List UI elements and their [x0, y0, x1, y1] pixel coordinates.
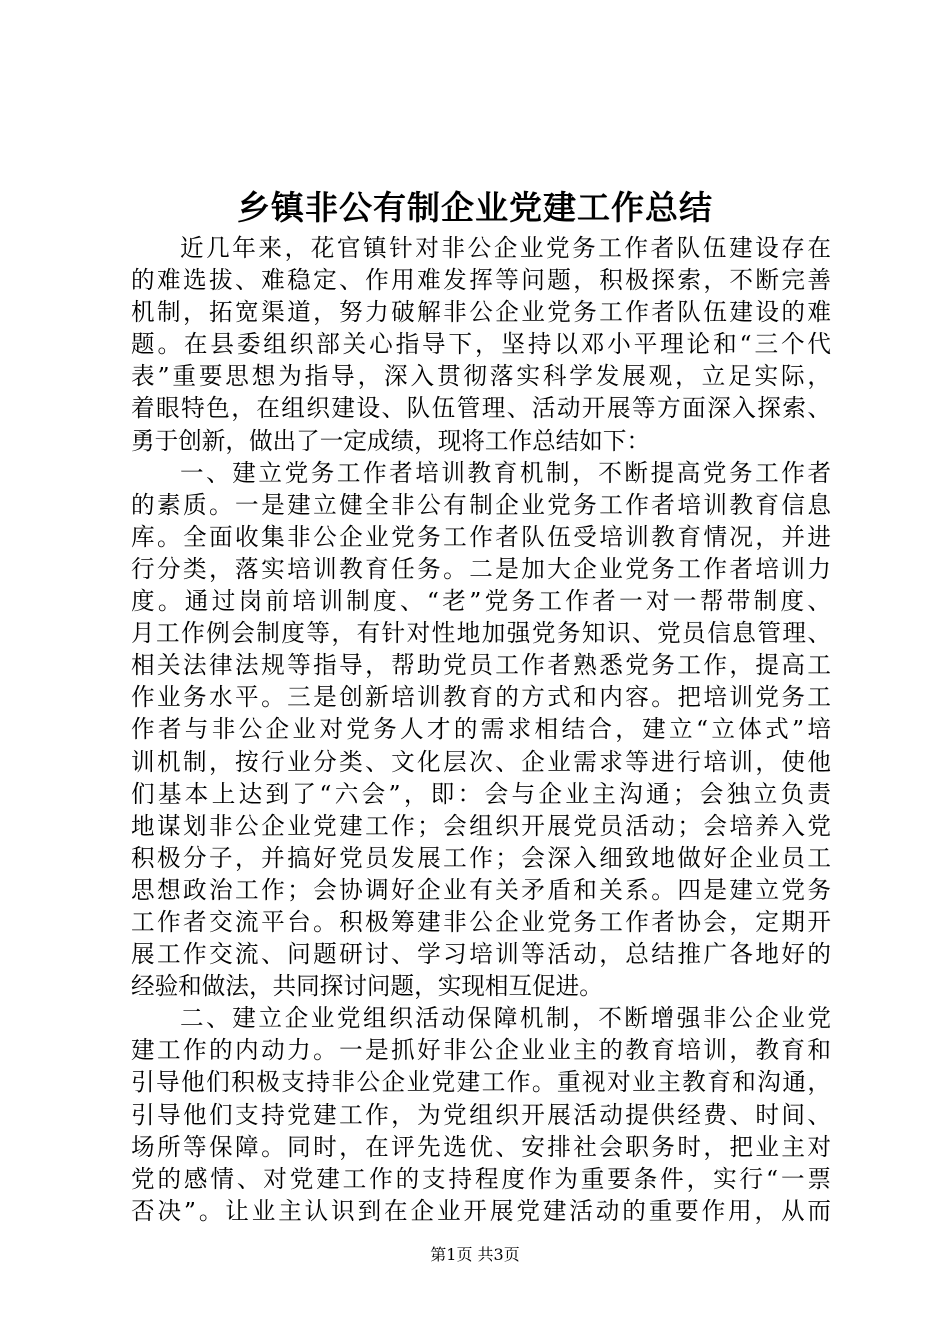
document-title: 乡镇非公有制企业党建工作总结 — [237, 188, 713, 227]
document-body — [131, 232, 831, 1227]
text-line: 二、建立企业党组织活动保障机制，不断增强非公企业党 — [180, 1004, 831, 1033]
text-line: 勇于创新，做出了一定成绩，现将工作总结如下： — [131, 426, 651, 455]
text-line: 库。全面收集非公企业党务工作者队伍受培训教育情况，并进 — [131, 522, 831, 551]
text-line: 题。在县委组织部关心指导下，坚持以邓小平理论和“三个代 — [131, 330, 831, 359]
text-line: 场所等保障。同时，在评先选优、安排社会职务时，把业主对 — [131, 1132, 831, 1161]
text-line: 否决”。让业主认识到在企业开展党建活动的重要作用，从而 — [131, 1196, 831, 1225]
page-footer: 第1页 共3页 — [430, 1245, 520, 1264]
text-line: 表”重要思想为指导，深入贯彻落实科学发展观，立足实际， — [131, 362, 831, 391]
text-line: 引导他们支持党建工作，为党组织开展活动提供经费、时间、 — [131, 1100, 831, 1129]
text-line: 着眼特色，在组织建设、队伍管理、活动开展等方面深入探索、 — [131, 394, 831, 423]
text-line: 一、建立党务工作者培训教育机制，不断提高党务工作者 — [180, 458, 831, 487]
text-line: 的难选拔、难稳定、作用难发挥等问题，积极探索，不断完善 — [131, 266, 831, 295]
text-line: 作业务水平。三是创新培训教育的方式和内容。把培训党务工 — [131, 683, 831, 712]
text-line: 展工作交流、问题研讨、学习培训等活动，总结推广各地好的 — [131, 940, 831, 969]
text-line: 经验和做法，共同探讨问题，实现相互促进。 — [131, 972, 603, 1001]
text-line: 行分类，落实培训教育任务。二是加大企业党务工作者培训力 — [131, 554, 831, 583]
text-line: 地谋划非公企业党建工作；会组织开展党员活动；会培养入党 — [131, 811, 831, 840]
text-line: 作者与非公企业对党务人才的需求相结合，建立“立体式”培 — [131, 715, 831, 744]
text-line: 度。通过岗前培训制度、“老”党务工作者一对一帮带制度、 — [131, 587, 831, 616]
text-line: 机制，拓宽渠道，努力破解非公企业党务工作者队伍建设的难 — [131, 298, 831, 327]
text-line: 们基本上达到了“六会”，即：会与企业主沟通；会独立负责 — [131, 779, 831, 808]
text-line: 积极分子，并搞好党员发展工作；会深入细致地做好企业员工 — [131, 843, 831, 872]
text-line: 引导他们积极支持非公企业党建工作。重视对业主教育和沟通， — [131, 1068, 831, 1097]
text-line: 思想政治工作；会协调好企业有关矛盾和关系。四是建立党务 — [131, 875, 831, 904]
text-line: 相关法律法规等指导，帮助党员工作者熟悉党务工作，提高工 — [131, 651, 831, 680]
text-line: 训机制，按行业分类、文化层次、企业需求等进行培训，使他 — [131, 747, 831, 776]
text-line: 党的感情、对党建工作的支持程度作为重要条件，实行“一票 — [131, 1164, 831, 1193]
text-line: 近几年来，花官镇针对非公企业党务工作者队伍建设存在 — [180, 234, 831, 262]
text-line: 工作者交流平台。积极筹建非公企业党务工作者协会，定期开 — [131, 907, 831, 936]
text-line: 月工作例会制度等，有针对性地加强党务知识、党员信息管理、 — [131, 619, 831, 648]
text-line: 的素质。一是建立健全非公有制企业党务工作者培训教育信息 — [131, 490, 831, 519]
text-line: 建工作的内动力。一是抓好非公企业业主的教育培训，教育和 — [131, 1036, 831, 1065]
